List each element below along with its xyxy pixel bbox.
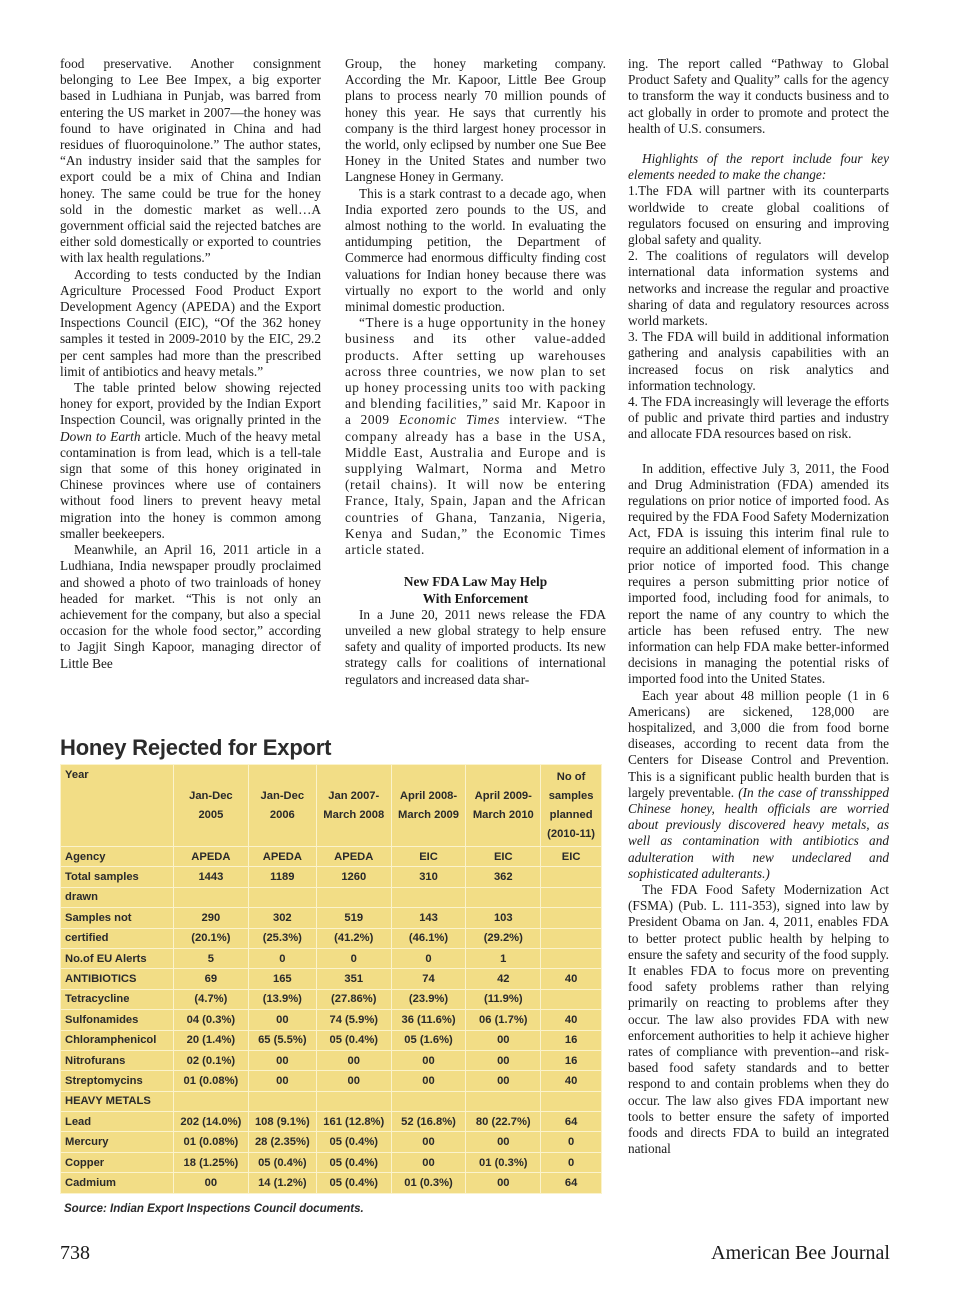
table-cell: 00	[248, 1050, 316, 1070]
table-cell	[541, 867, 602, 887]
table-cell: 16	[541, 1030, 602, 1050]
table-cell: 1260	[316, 867, 391, 887]
table-cell: 64	[541, 1112, 602, 1132]
table-cell: 00	[248, 1071, 316, 1091]
row-label: Total samples	[61, 867, 174, 887]
table-cell: 165	[248, 969, 316, 989]
table-cell: 00	[391, 1071, 466, 1091]
header-col	[466, 765, 541, 847]
header-line: April 2009-	[474, 789, 532, 802]
row-label: ANTIBIOTICS	[61, 969, 174, 989]
table-cell: 20 (1.4%)	[174, 1030, 249, 1050]
column-1	[60, 56, 321, 672]
table-cell: 65 (5.5%)	[248, 1030, 316, 1050]
paragraph: food preservative. Another consignment belonging to Lee Bee Impex, a big exporter based in Ludhiana in Punjab, was barred from entering the US market in 2007—the honey was found to have originated in China and had residues of fluoroquinolone.” The author states, “An industry insider said that the samples for export could be a mix of China and Indian honey. The same could be true for the honey sold in the domestic market as well…A government official said the rejected batches are either sold domestically or exported to countries with lax health regulations.”	[60, 56, 321, 266]
paragraph: According to tests conducted by the Indian Agriculture Processed Food Product Export Development Agency (APEDA) and the Export Inspections Council (EIC), “Of the 362 honey samples it tested in 2009-2010 by the EIC, 29.2 per cent samples had more than the prescribed limit of antibiotics and heavy metals.”	[60, 266, 321, 379]
table-cell: (41.2%)	[316, 928, 391, 948]
row-label: Agency	[61, 847, 174, 867]
table-cell: 01 (0.08%)	[174, 1071, 249, 1091]
paragraph: In addition, effective July 3, 2011, the Food and Drug Administration (FDA) amended its regulations on prior notice of imported food. As required by the FDA Food Safety Modernization Act, FDA is issuing this interim final rule to require an additional element of information in a prior notice of imported food. This change requires a person submitting prior notice of imported food, including food for animals, to report the name of any country to which the article has been refused entry. The new information can help FDA make better-informed decisions in managing the potential risks of imported food into the United States.	[628, 460, 889, 687]
paragraph: Group, the honey marketing company. According the Mr. Kapoor, Little Bee Group plans to process nearly 70 million pounds of honey this year. He says that currently his company is the third largest honey processor in the world, only eclipsed by number one Sue Bee Honey in the United States and number two Langnese Honey in Germany.	[345, 56, 606, 185]
table-cell: 00	[466, 1132, 541, 1152]
table-row	[61, 887, 602, 907]
header-line: March 2009	[398, 808, 459, 821]
table-cell: 42	[466, 969, 541, 989]
row-label: drawn	[61, 887, 174, 907]
table-cell	[248, 1091, 316, 1111]
paragraph: The FDA Food Safety Modernization Act (FSMA) (Pub. L. 111-353), signed into law by President Obama on Jan. 4, 2011, enables FDA to better protect public health by helping to ensure the safety and security of the food supply. It enables FDA to focus more on preventing food safety problems rather than relying primarily on reacting to problems after they occur. The law also provides FDA with new enforcement authorities to help it achieve higher rates of compliance with prevention--and risk-based food safety standards and to better respond to and contain problems when they do occur. The law also gives FDA important new tools to better ensure the safety of imported foods and directs FDA to build an integrated national	[628, 881, 889, 1157]
table-cell: 161 (12.8%)	[316, 1112, 391, 1132]
section-heading-line: With Enforcement	[422, 590, 529, 606]
table-cell: 01 (0.08%)	[174, 1132, 249, 1152]
table-cell: APEDA	[248, 847, 316, 867]
table-cell: APEDA	[316, 847, 391, 867]
header-col	[248, 765, 316, 847]
header-line: March 2008	[323, 808, 385, 821]
table-cell: 04 (0.3%)	[174, 1010, 249, 1030]
table-cell: 40	[541, 1010, 602, 1030]
table-cell: 18 (1.25%)	[174, 1152, 249, 1172]
table-cell	[466, 1091, 541, 1111]
header-line: samples	[548, 790, 594, 802]
list-item: 3. The FDA will build in additional information gathering and analysis capabilities with an increased focus on risk analytics and information technology.	[628, 329, 889, 393]
table-body	[61, 847, 602, 1194]
table-cell: 40	[541, 1071, 602, 1091]
italic-title: Down to Earth	[60, 428, 141, 444]
column-2	[345, 56, 606, 688]
italic-title: Economic Times	[398, 412, 500, 428]
table-row	[61, 1091, 602, 1111]
table-row	[61, 1050, 602, 1070]
table-cell: 64	[541, 1173, 602, 1193]
paragraph	[60, 380, 321, 542]
table-cell: (11.9%)	[466, 989, 541, 1009]
header-col	[541, 765, 602, 847]
table-cell: 80 (22.7%)	[466, 1112, 541, 1132]
highlights-intro: Highlights of the report include four key elements needed to make the change:	[628, 151, 889, 183]
column-3	[628, 56, 889, 1157]
list-item: 1.The FDA will partner with its counterparts worldwide to create global coalitions of regulators focused on ensuring and improving global safety and quality.	[628, 183, 889, 248]
table-cell: 05 (1.6%)	[391, 1030, 466, 1050]
header-line: No of	[556, 771, 586, 783]
table-cell: (27.86%)	[316, 989, 391, 1009]
header-year: Year	[61, 765, 174, 847]
table-cell: 05 (0.4%)	[248, 1152, 316, 1172]
list-item: 4. The FDA increasingly will leverage the efforts of public and private third parties and industry and allocate FDA resources based on risk.	[628, 394, 889, 442]
table-cell: EIC	[391, 847, 466, 867]
table-cell	[466, 887, 541, 907]
italic-aside: (In the case of transshipped Chinese honey, health officials are worried about previously discovered heavy metals, as well as contamination with antibiotics and adulteration with new undeclared and sophisticated adulterants.)	[628, 784, 889, 881]
table-cell: 52 (16.8%)	[391, 1112, 466, 1132]
header-col	[391, 765, 466, 847]
table-cell: 108 (9.1%)	[248, 1112, 316, 1132]
row-label: Streptomycins	[61, 1071, 174, 1091]
table-cell: EIC	[466, 847, 541, 867]
table-cell: 36 (11.6%)	[391, 1010, 466, 1030]
list-item: 2. The coalitions of regulators will develop international data information systems and networks and increase the regular and proactive sharing of data and regulatory resources across world markets.	[628, 248, 889, 329]
table-cell: 290	[174, 908, 249, 928]
table-cell: 519	[316, 908, 391, 928]
table-cell: 143	[391, 908, 466, 928]
table-cell: 01 (0.3%)	[466, 1152, 541, 1172]
table-cell: 0	[248, 948, 316, 968]
header-line: April 2008-	[399, 789, 458, 802]
page-number: 738	[60, 1242, 90, 1264]
table-cell	[391, 1091, 466, 1111]
table-cell: EIC	[541, 847, 602, 867]
table-row	[61, 1173, 602, 1193]
table-cell: 16	[541, 1050, 602, 1070]
header-col	[174, 765, 249, 847]
table-cell: 00	[466, 1173, 541, 1193]
table-cell: 00	[466, 1050, 541, 1070]
table-cell: 1189	[248, 867, 316, 887]
table-cell: 351	[316, 969, 391, 989]
table-row	[61, 969, 602, 989]
table-row	[61, 1071, 602, 1091]
header-line: Jan 2007-	[328, 789, 380, 802]
table-cell: 69	[174, 969, 249, 989]
header-col	[316, 765, 391, 847]
honey-rejected-table-figure	[60, 735, 606, 1223]
table-cell: 00	[248, 1010, 316, 1030]
table-cell	[316, 887, 391, 907]
table-cell: 1	[466, 948, 541, 968]
table-title: Honey Rejected for Export	[60, 735, 332, 760]
table-row	[61, 867, 602, 887]
journal-name: American Bee Journal	[711, 1242, 890, 1264]
table-cell: 00	[391, 1050, 466, 1070]
table-cell: 40	[541, 969, 602, 989]
table-row	[61, 908, 602, 928]
text-run: article. Much of the heavy metal contamination is from lead, which is a tell-tale sign that some of this honey originated in Chinese provinces where use of containers without food liners to prevent heavy metal migration into the honey is common among smaller beekeepers.	[60, 428, 321, 541]
table-cell: 00	[391, 1152, 466, 1172]
table-cell	[541, 908, 602, 928]
table-cell: 05 (0.4%)	[316, 1152, 391, 1172]
table-cell: (4.7%)	[174, 989, 249, 1009]
table-cell: 302	[248, 908, 316, 928]
table-row	[61, 928, 602, 948]
table-row	[61, 989, 602, 1009]
table-cell: 05 (0.4%)	[316, 1173, 391, 1193]
paragraph: ing. The report called “Pathway to Global Product Safety and Quality” calls for the agency to transform the way it conducts business and to act globally in order to promote and protect the health of U.S. consumers.	[628, 56, 889, 136]
table-cell: 05 (0.4%)	[316, 1132, 391, 1152]
row-label: Tetracycline	[61, 989, 174, 1009]
row-label: Copper	[61, 1152, 174, 1172]
table-row	[61, 1112, 602, 1132]
table-cell: 103	[466, 908, 541, 928]
table-cell: 0	[541, 1132, 602, 1152]
table-cell: 362	[466, 867, 541, 887]
table-cell	[541, 928, 602, 948]
table-source: Source: Indian Export Inspections Council documents.	[64, 1203, 364, 1215]
header-line: planned	[549, 809, 593, 821]
paragraph: In a June 20, 2011 news release the FDA unveiled a new global strategy to help ensure safety and quality of imported products. Its new strategy calls for coalitions of international regulators and increased data shar-	[345, 606, 606, 687]
table-cell	[174, 1091, 249, 1111]
table-cell: 74	[391, 969, 466, 989]
section-heading	[345, 574, 606, 606]
table-cell: 06 (1.7%)	[466, 1010, 541, 1030]
header-line: Jan-Dec	[189, 789, 233, 802]
section-heading-line: New FDA Law May Help	[403, 574, 548, 590]
table-cell: 05 (0.4%)	[316, 1030, 391, 1050]
row-label: Nitrofurans	[61, 1050, 174, 1070]
row-label: Chloramphenicol	[61, 1030, 174, 1050]
row-label: Mercury	[61, 1132, 174, 1152]
table-cell: (13.9%)	[248, 989, 316, 1009]
table-cell: APEDA	[174, 847, 249, 867]
row-label: Lead	[61, 1112, 174, 1132]
row-label: HEAVY METALS	[61, 1091, 174, 1111]
header-line: (2010-11)	[547, 828, 596, 840]
table-cell	[248, 887, 316, 907]
table-row	[61, 948, 602, 968]
table-cell: 0	[316, 948, 391, 968]
text-run: The table printed below showing rejected honey for export, provided by the Indian Export Inspection Council, was orignally printed in the	[60, 380, 321, 428]
table-cell: 00	[316, 1071, 391, 1091]
table-row	[61, 1152, 602, 1172]
table-cell: 5	[174, 948, 249, 968]
rejection-table	[60, 764, 602, 1194]
row-label: Samples not	[61, 908, 174, 928]
header-line: March 2010	[472, 808, 534, 821]
table-cell: 1443	[174, 867, 249, 887]
table-cell: 02 (0.1%)	[174, 1050, 249, 1070]
table-row	[61, 1132, 602, 1152]
table-cell: 00	[466, 1030, 541, 1050]
table-row	[61, 1030, 602, 1050]
table-row	[61, 1010, 602, 1030]
table-cell: 0	[391, 948, 466, 968]
row-label: No.of EU Alerts	[61, 948, 174, 968]
table-cell: (46.1%)	[391, 928, 466, 948]
table-cell: (25.3%)	[248, 928, 316, 948]
table-cell	[541, 887, 602, 907]
row-label: Cadmium	[61, 1173, 174, 1193]
table-cell: 00	[466, 1071, 541, 1091]
table-cell: 0	[541, 1152, 602, 1172]
header-line: 2006	[269, 808, 295, 821]
table-cell	[391, 887, 466, 907]
table-cell: 00	[316, 1050, 391, 1070]
table-cell	[541, 989, 602, 1009]
table-header-row	[61, 765, 602, 847]
paragraph: This is a stark contrast to a decade ago, when India exported zero pounds to the US, and almost nothing to the world. In evaluating the antidumping petition, the Department of Commerce had enormous difficulty finding cost valuations for Indian honey because there was virtually no export to the world and only minimal domestic production.	[345, 185, 606, 315]
paragraph	[345, 315, 606, 558]
table-cell: (20.1%)	[174, 928, 249, 948]
table-cell: (29.2%)	[466, 928, 541, 948]
table-cell: 00	[174, 1173, 249, 1193]
row-label: Sulfonamides	[61, 1010, 174, 1030]
table-cell: (23.9%)	[391, 989, 466, 1009]
paragraph	[628, 688, 889, 882]
table-cell	[316, 1091, 391, 1111]
table-cell	[174, 887, 249, 907]
table-row	[61, 847, 602, 867]
text-run: Each year about 48 million people (1 in 6 Americans) are sickened, 128,000 are hospitalized, and 3,000 die from food borne diseases, according to recent data from the Centers for Disease Control and Prevention. This is a significant public health burden that is largely preventable.	[628, 687, 889, 800]
table-cell: 310	[391, 867, 466, 887]
table-cell: 01 (0.3%)	[391, 1173, 466, 1193]
text-run: interview. “The company already has a base in the USA, Middle East, Australia and Europe and is supplying Walmart, Norma and Metro (retail chains). It will now be entering France, Italy, Spain, Japan and the African countries of Ghana, Tanzania, Nigeria, Kenya and Sudan,” the Economic Times article stated.	[345, 412, 606, 558]
text-run: “There is a huge opportunity in the honey business and its other value-added products. After setting up warehouses across three countries, we now plan to set up honey processing units too with packing and blending facilities,” said Mr. Kapoor in a 2009	[345, 315, 606, 428]
table-cell	[541, 948, 602, 968]
header-line: Jan-Dec	[260, 789, 305, 802]
row-label: certified	[61, 928, 174, 948]
table-cell: 00	[391, 1132, 466, 1152]
paragraph: Meanwhile, an April 16, 2011 article in a Ludhiana, India newspaper proudly proclaimed and showed a photo of two trainloads of honey headed for market. “This is not only an achievement for the company, but also a special occasion for the whole food sector,” according to Jagjit Singh Kapoor, managing director of Little Bee	[60, 542, 321, 671]
table-cell	[541, 1091, 602, 1111]
table-cell: 202 (14.0%)	[174, 1112, 249, 1132]
header-line: 2005	[198, 808, 224, 821]
table-cell: 74 (5.9%)	[316, 1010, 391, 1030]
table-cell: 28 (2.35%)	[248, 1132, 316, 1152]
table-cell: 14 (1.2%)	[248, 1173, 316, 1193]
